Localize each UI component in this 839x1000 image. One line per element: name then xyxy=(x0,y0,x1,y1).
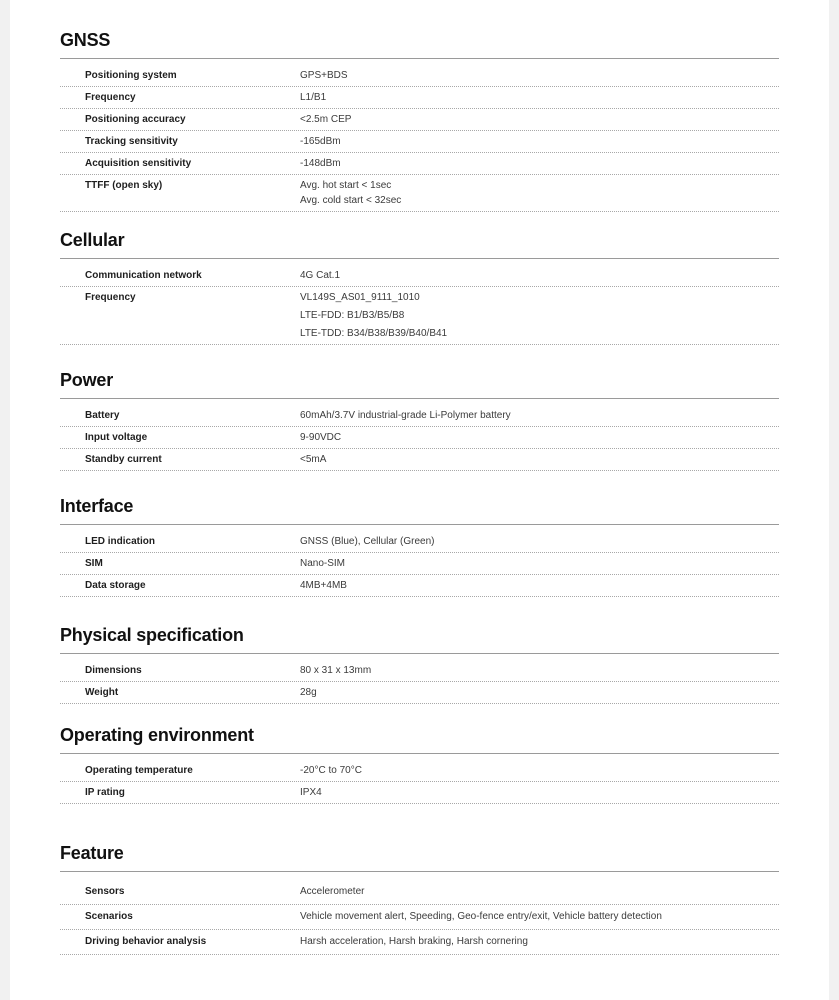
section-gnss xyxy=(60,28,779,212)
spec-label: Dimensions xyxy=(85,665,142,676)
section-title: Power xyxy=(60,370,114,390)
spec-label: Frequency xyxy=(85,92,136,103)
section-title: Feature xyxy=(60,843,124,863)
spec-label: Sensors xyxy=(85,886,125,897)
spec-label: SIM xyxy=(85,558,103,569)
spec-row xyxy=(60,287,779,345)
spec-value: VL149S_AS01_9111_1010 LTE-FDD: B1/B3/B5/B8 LTE-TDD: B34/B38/B39/B40/B41 xyxy=(300,292,448,339)
spec-row xyxy=(60,265,779,287)
spec-row xyxy=(60,760,779,782)
section-cellular xyxy=(60,228,779,345)
spec-label: Frequency xyxy=(85,292,136,303)
spec-label: LED indication xyxy=(85,536,155,547)
section-title: Interface xyxy=(60,496,134,516)
spec-sheet xyxy=(10,0,829,1000)
section-title: GNSS xyxy=(60,30,111,50)
spec-row xyxy=(60,930,779,955)
spec-value: L1/B1 xyxy=(300,92,327,103)
spec-label: Acquisition sensitivity xyxy=(85,158,192,169)
spec-row xyxy=(60,575,779,597)
spec-value: -165dBm xyxy=(300,136,341,147)
spec-value: 60mAh/3.7V industrial-grade Li-Polymer battery xyxy=(300,410,511,421)
section-rule xyxy=(60,524,779,525)
spec-row xyxy=(60,682,779,704)
spec-label: Operating temperature xyxy=(85,765,193,776)
spec-label: Driving behavior analysis xyxy=(85,936,207,947)
spec-row xyxy=(60,405,779,427)
spec-row xyxy=(60,782,779,804)
section-physical-specification xyxy=(60,623,779,704)
spec-value: Vehicle movement alert, Speeding, Geo-fence entry/exit, Vehicle battery detection xyxy=(300,911,662,922)
spec-row xyxy=(60,881,779,905)
spec-row xyxy=(60,87,779,109)
section-rule xyxy=(60,653,779,654)
spec-row xyxy=(60,65,779,87)
spec-label: Input voltage xyxy=(85,432,148,443)
section-title: Physical specification xyxy=(60,625,244,645)
spec-row xyxy=(60,131,779,153)
spec-label: IP rating xyxy=(85,787,125,798)
section-rule xyxy=(60,753,779,754)
spec-value: <2.5m CEP xyxy=(300,114,352,125)
spec-label: Positioning system xyxy=(85,70,177,81)
spec-value: 9-90VDC xyxy=(300,432,342,443)
spec-label: Positioning accuracy xyxy=(85,114,186,125)
spec-value: 80 x 31 x 13mm xyxy=(300,665,372,676)
section-power xyxy=(60,368,779,471)
spec-row xyxy=(60,175,779,212)
section-interface xyxy=(60,494,779,597)
spec-value: -148dBm xyxy=(300,158,341,169)
spec-value: GNSS (Blue), Cellular (Green) xyxy=(300,536,435,547)
section-rule xyxy=(60,258,779,259)
spec-label: Data storage xyxy=(85,580,146,591)
spec-row xyxy=(60,153,779,175)
spec-value: Accelerometer xyxy=(300,886,365,897)
section-title: Cellular xyxy=(60,230,125,250)
spec-row xyxy=(60,905,779,930)
spec-label: Tracking sensitivity xyxy=(85,136,178,147)
spec-value: <5mA xyxy=(300,454,327,465)
section-rule xyxy=(60,398,779,399)
spec-row xyxy=(60,109,779,131)
section-operating-environment xyxy=(60,723,779,804)
spec-label: Communication network xyxy=(85,270,202,281)
section-rule xyxy=(60,871,779,872)
spec-value: -20°C to 70°C xyxy=(300,765,362,776)
spec-value: Avg. hot start < 1sec Avg. cold start < 32sec xyxy=(300,180,402,206)
spec-value: 4G Cat.1 xyxy=(300,270,341,281)
section-title: Operating environment xyxy=(60,725,254,745)
spec-value: Harsh acceleration, Harsh braking, Harsh cornering xyxy=(300,936,528,947)
spec-row xyxy=(60,660,779,682)
spec-value: 4MB+4MB xyxy=(300,580,347,591)
spec-label: Standby current xyxy=(85,454,162,465)
spec-value: GPS+BDS xyxy=(300,70,348,81)
spec-value: 28g xyxy=(300,687,317,698)
spec-value: Nano-SIM xyxy=(300,558,346,569)
spec-label: Weight xyxy=(85,687,119,698)
spec-value: IPX4 xyxy=(300,787,322,798)
spec-label: Battery xyxy=(85,410,120,421)
spec-label: Scenarios xyxy=(85,911,133,922)
spec-row xyxy=(60,531,779,553)
spec-row xyxy=(60,427,779,449)
section-feature xyxy=(60,841,779,955)
spec-row xyxy=(60,553,779,575)
section-rule xyxy=(60,58,779,59)
spec-label: TTFF (open sky) xyxy=(85,180,163,191)
spec-row xyxy=(60,449,779,471)
